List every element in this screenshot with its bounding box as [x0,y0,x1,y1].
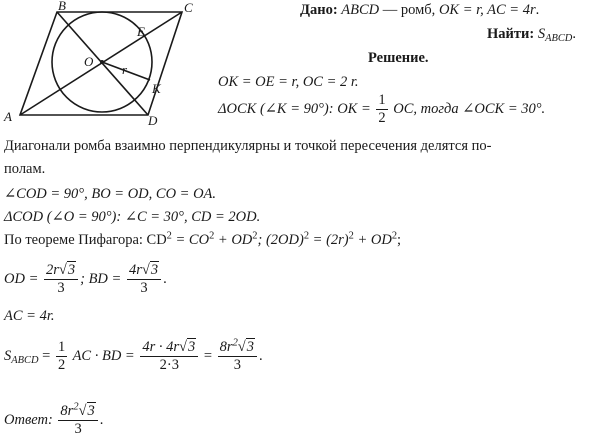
paragraph-2: полам. [4,161,46,177]
area-formula: $S_{ABCD}$ = $\frac{1}{2}$ AC · BD = $\frac{4r \cdot 4r√3}{2\cdot 3}$ = $\frac{8r^2√3}{3}$ . [4,337,263,374]
find-label: Найти: [487,26,535,42]
find-line: Найти: $S_{ABCD}$. [487,26,576,45]
fraction-half: $\frac{1}{2}$ [378,92,386,127]
solution-line-1: OK = OE = r, OC = 2 r. [218,74,359,90]
given-label: Дано: [300,2,338,18]
ac-line: AC = 4r. [4,308,55,324]
label-c: C [184,0,193,15]
answer-label: Ответ: [4,412,57,429]
solution-line-2: ΔOCK (∠K = 90°): OK = $\frac{1}{2}$ OC, тогда ∠OCK = 30°. [218,92,546,127]
solution-heading: Решение. [368,50,429,66]
label-a: A [4,109,12,124]
label-o: O [84,54,94,69]
od-bd-line: OD = $\frac{2r√3}{3}$ ; BD = $\frac{4r√3}{3}$ . [4,262,167,297]
label-e: E [137,24,145,39]
solution-line-4: ΔCOD (∠O = 90°): ∠C = 30°, CD = 2OD. [4,209,261,225]
paragraph-1: Диагонали ромба взаимно перпендикулярны и точкой пересечения делятся по- [4,138,492,154]
solution-line-3: ∠COD = 90°, BO = OD, CO = OA. [4,186,217,202]
label-r: r [122,62,128,77]
point-o [100,60,104,64]
fraction-area-half: $\frac{1}{2}$ [57,339,66,374]
fraction-area-product: $\frac{4r \cdot 4r√3}{2\cdot 3}$ [140,340,198,373]
fraction-od: $\frac{2r√3}{3}$ [44,263,78,296]
fraction-answer: $\frac{8r^2√3}{3}$ [58,404,97,437]
label-k: K [152,81,161,96]
answer-line: Ответ: $\frac{8r^2√3}{3}$ . [4,401,104,438]
rhombus-figure [0,0,215,125]
fraction-area-result: $\frac{8r^2√3}{3}$ [218,340,257,373]
fraction-bd: $\frac{4r√3}{3}$ [127,263,161,296]
given-line: Дано: ABCD — ромб, OK = r, AC = 4r. [300,2,540,18]
pythagoras-line: По теореме Пифагора: $CD^2 = CO^2 + OD^2$; $(2OD)^2 = (2r)^2 + OD^2$; [4,230,402,248]
label-b: B [58,0,66,13]
label-d: D [148,113,158,125]
